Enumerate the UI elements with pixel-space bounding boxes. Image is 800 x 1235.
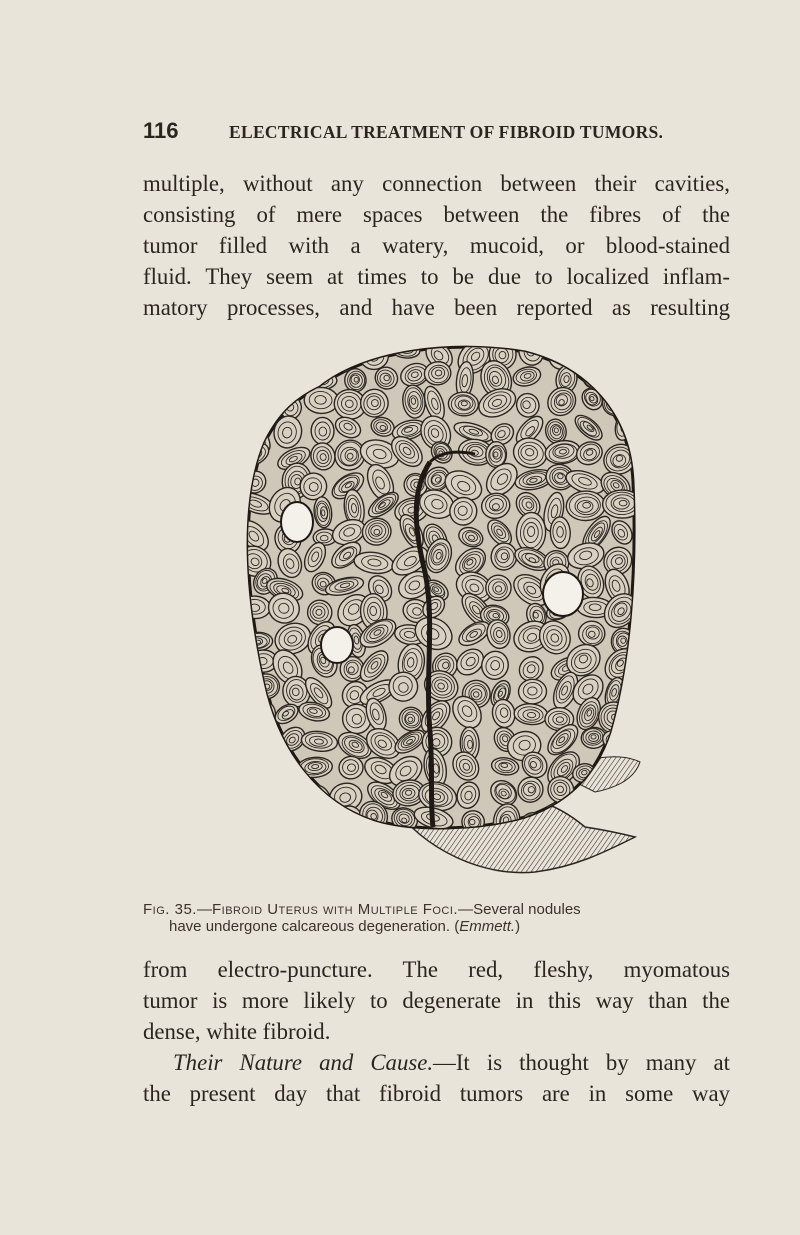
nodule [277,357,307,398]
text-run: —It is thought by many at [433,1050,730,1075]
nodule [602,332,628,365]
text-line: dense, white fibroid. [143,1019,331,1044]
caption-dash: — [458,901,474,918]
page-number: 116 [143,118,179,143]
running-head: ELECTRICAL TREATMENT OF FIBROID TUMORS. [229,122,664,142]
caption-text: Several nodules [473,901,581,918]
nodule [627,677,645,711]
nodule [636,731,645,759]
nodule [241,776,276,814]
text-line: tumor is more likely to degenerate in this way than the [143,988,730,1013]
nodule [629,334,645,374]
nodule [250,804,280,832]
nodule [241,363,269,390]
nodule [578,621,604,646]
page-header [143,118,703,152]
degeneration-focus [543,572,583,616]
text-line: the present day that fibroid tumors are in some way [143,1081,730,1106]
nodule [266,782,304,809]
top-paragraph [143,168,730,323]
nodule [302,812,330,835]
text-line: multiple, without any connection between their cavities, [143,171,730,196]
text-line: consisting of mere spaces between the fibres of the [143,202,730,227]
caption-title: Fibroid Uterus with Multiple Foci. [211,901,459,918]
caption-line: have undergone calcareous degeneration. (Emmett.) [169,918,521,935]
caption-label: Fig. 35. [143,901,197,918]
nodule [603,490,643,518]
caption-text: have undergone calcareous degeneration. [169,918,451,935]
text-line: tumor filled with a watery, mucoid, or blood-stained [143,233,730,258]
nodule [632,645,645,678]
engraving-figure [225,332,645,892]
nodule [304,387,339,414]
caption-dash: — [196,901,212,918]
nodule [639,572,645,601]
nodule [637,460,645,504]
nodule [518,679,547,704]
nodule [633,360,645,396]
bottom-paragraph [143,954,730,1109]
degeneration-focus [281,502,313,542]
nodule [311,417,335,445]
nodule [641,779,645,808]
figure-caption [143,901,733,935]
nodule [602,360,631,390]
nodule [277,797,317,835]
nodule [633,392,645,422]
nodule [550,517,571,549]
nodule [240,745,275,784]
section-heading: Their Nature and Cause. [173,1050,434,1075]
nodule [636,514,645,544]
caption-credit: Emmett. [459,918,516,935]
nodule [516,512,547,553]
nodule [248,339,271,366]
nodule [241,723,278,752]
text-line: fluid. They seem at times to be due to localized inflam- [143,264,730,289]
text-line: from electro-puncture. The red, fleshy, myomatous [143,957,730,982]
nodule [566,490,606,521]
nodule [632,799,645,837]
nodule [637,537,645,574]
text-line: matory processes, and have been reported as resulting [143,295,730,320]
nodule [633,415,645,450]
nodule [276,332,308,366]
nodule [636,435,645,468]
nodule [579,332,612,366]
nodule [633,590,645,630]
fibroid-uterus-illustration [225,332,645,892]
caption-line [143,901,733,918]
nodule [249,386,274,413]
text-line [143,1047,730,1078]
nodule [627,699,645,737]
nodule [313,344,340,369]
degeneration-focus [321,627,353,663]
